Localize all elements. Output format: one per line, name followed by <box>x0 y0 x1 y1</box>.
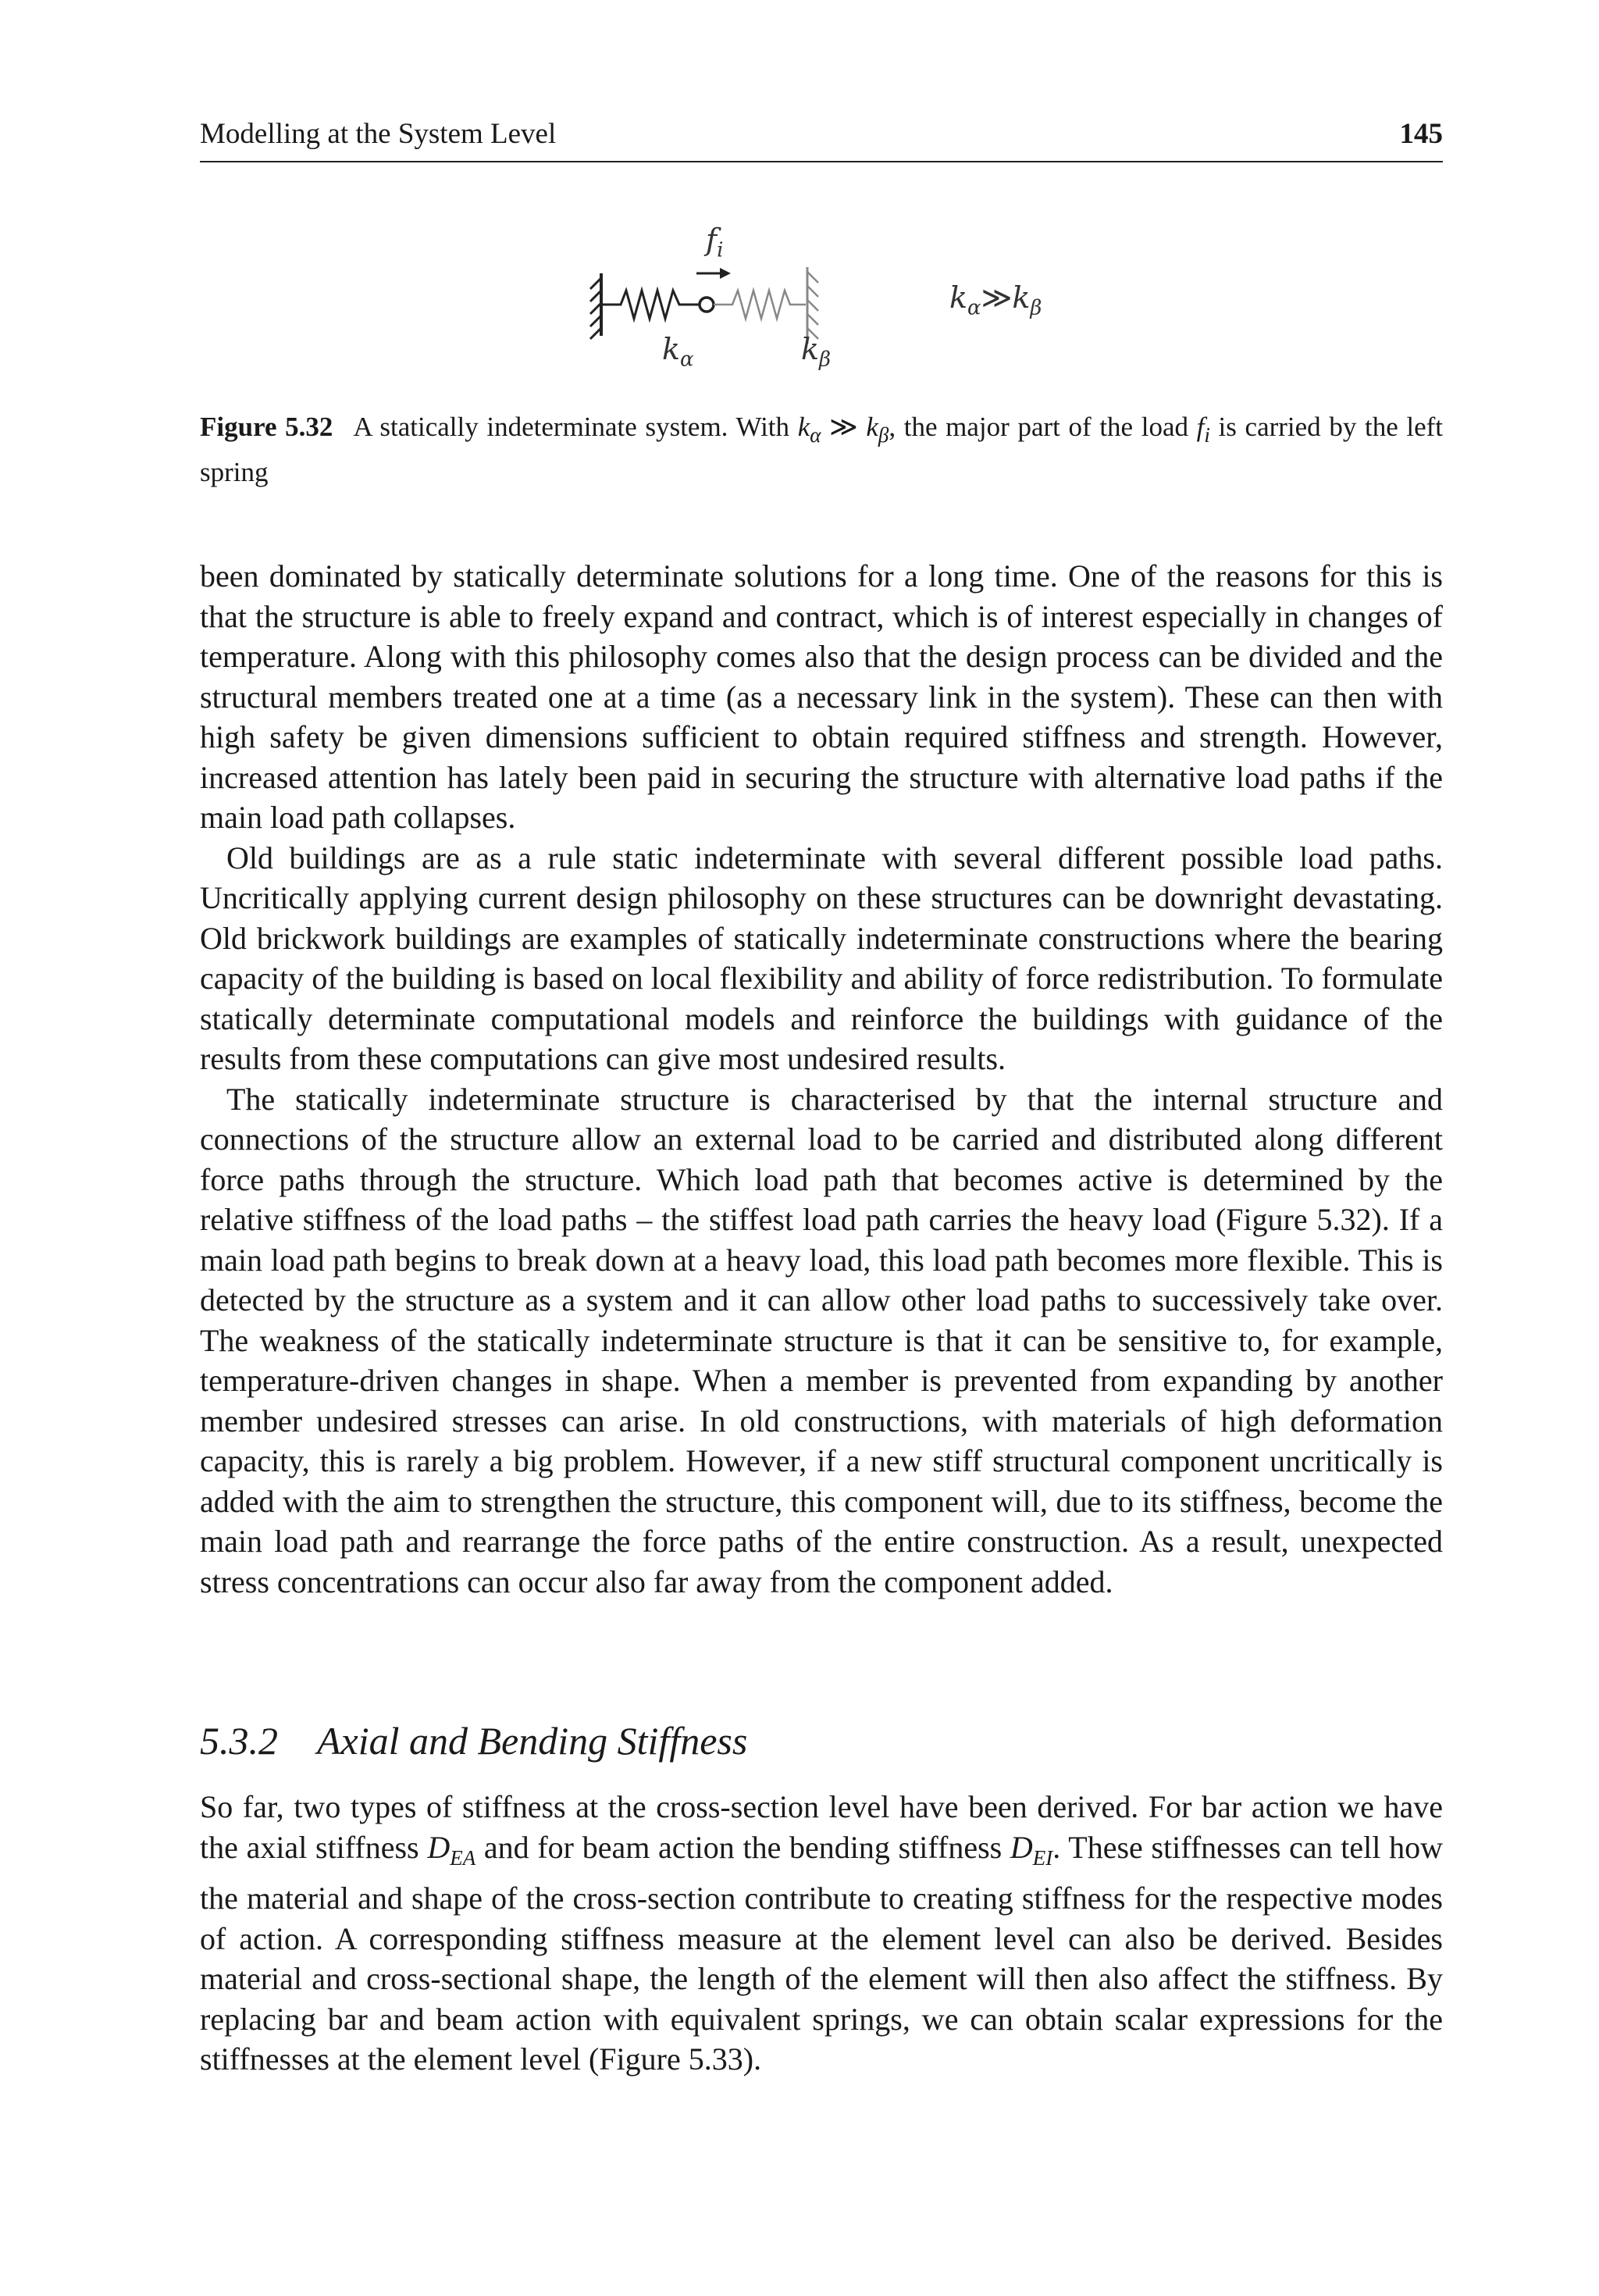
section-number: 5.3.2 <box>200 1719 278 1763</box>
figure-caption: Figure 5.32 A statically indeterminate system. With $k_\alpha$ ≫ $k_\beta$, the major part of the load $f_i$ is carried by the left spring <box>200 412 1444 487</box>
section-body <box>200 1787 1443 2080</box>
stiffness-relation: $k_\alpha≫k_\beta$ <box>949 280 1042 320</box>
load-arrow-head <box>720 268 731 279</box>
running-title: Modelling at the System Level <box>200 118 557 150</box>
page-number: 145 <box>1399 118 1443 150</box>
page-header <box>200 117 1443 162</box>
left-wall-hatch <box>590 278 601 339</box>
left-spring <box>601 291 699 319</box>
paragraph: So far, two types of stiffness at the cross-section level have been derived. For bar action we have the axial stiffness $D_{EA}$ and for beam action the bending stiffness $D_{EI}$. These stiffnesses can tell how the material and shape of the cross-section contribute to creating stiffness for the respective modes of action. A corresponding stiffness measure at the element level can also be derived. Besides material and cross-sectional shape, the length of the element will then also affect the stiffness. By replacing bar and beam action with equivalent springs, we can obtain scalar expressions for the stiffnesses at the element level (Figure 5.33). <box>200 1789 1443 2077</box>
paragraph: been dominated by statically determinate solutions for a long time. One of the reasons for this is that the structure is able to freely expand and contract, which is of interest especially in changes of temperature. Along with this philosophy comes also that the design process can be divided and the structural members treated one at a time (as a necessary link in the system). These can then with high safety be given dimensions sufficient to obtain required stiffness and strength. However, increased attention has lately been paid in securing the structure with alternative load paths if the main load path collapses. <box>200 558 1443 835</box>
load-label: $f_i$ <box>706 223 724 262</box>
right-spring <box>714 291 806 319</box>
section-title: Axial and Bending Stiffness <box>317 1719 748 1763</box>
section-heading <box>200 1718 1443 1763</box>
paragraph: Old buildings are as a rule static indeterminate with several different possible load paths. Uncritically applying current design philosophy on these structures can be downright devastating. Old brickwork buildings are examples of statically indeterminate constructions where the bearing capacity of the building is based on local flexibility and ability of force redistribution. To formulate statically determinate computational models and reinforce the buildings with guidance of the results from these computations can give most undesired results. <box>200 840 1443 1076</box>
figure-number: Figure 5.32 <box>200 412 333 442</box>
figure-5-32 <box>578 219 1062 390</box>
spring-right-label: $k_\beta$ <box>801 332 832 372</box>
body-text <box>200 556 1443 1602</box>
spring-left-label: $k_\alpha$ <box>662 332 694 372</box>
paragraph: The statically indeterminate structure is characterised by that the internal structure and connections of the structure allow an external load to be carried and distributed along different force paths through the structure. Which load path that becomes active is determined by the relative stiffness of the load paths – the stiffest load path carries the heavy load (Figure 5.32). If a main load path begins to break down at a heavy load, this load path becomes more flexible. This is detected by the structure as a system and it can allow other load paths to successively take over. The weakness of the statically indeterminate structure is that it can be sensitive to, for example, temperature-driven changes in shape. When a member is prevented from expanding by another member undesired stresses can arise. In old constructions, with materials of high deformation capacity, this is rarely a big problem. However, if a new stiff structural component uncritically is added with the aim to strengthen the structure, this component will, due to its stiffness, become the main load path and rearrange the force paths of the entire construction. As a result, unexpected stress concentrations can occur also far away from the component added. <box>200 1081 1443 1599</box>
right-wall-hatch <box>807 272 818 339</box>
load-node <box>700 298 714 312</box>
